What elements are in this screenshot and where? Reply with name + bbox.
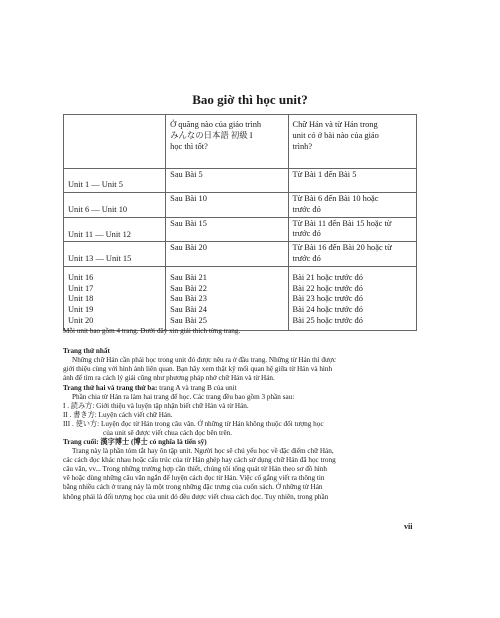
header-line: Chữ Hán và từ Hán trong (292, 120, 378, 129)
cell-line: trước đó (292, 253, 321, 263)
cell-where (288, 169, 416, 193)
body-line: giới thiệu cùng với hình ảnh liên quan. Bạn hãy xem thật kỹ mối quan hệ giữa từ Hán và hình (63, 365, 333, 374)
cell-line: Từ Bài 6 đến Bài 10 hoặc (292, 194, 379, 203)
cell-when-group (166, 266, 288, 330)
part-label: 読み方 (70, 401, 93, 410)
body-line: bằng nhiều cách ở trang này là một trong những đặc trưng của cuốn sách. Ở những từ Hán (63, 483, 323, 492)
part-item (63, 411, 419, 420)
cell-line: Từ Bài 11 đến Bài 15 hoặc từ (292, 218, 392, 228)
cell-line: Từ Bài 1 đến Bài 5 (292, 170, 357, 179)
intro-paragraph: Mỗi unit bao gồm 4 trang. Dưới đây xin giải thích từng trang. (63, 327, 241, 335)
header-line: みんなの日本語 初級 I (170, 130, 253, 140)
cell-line: Sau Bài 24 (170, 305, 207, 315)
section-last-page (63, 438, 419, 502)
cell-line: Unit 19 (68, 305, 94, 315)
table-row (64, 217, 417, 242)
cell-line: trước đó (292, 229, 321, 239)
section-heading: Trang cuối: (63, 438, 99, 446)
header-line: trình? (292, 141, 313, 151)
cell-when: Sau Bài 15 (166, 217, 288, 242)
header-line: unit có ở bài nào của giáo (292, 130, 379, 140)
cell-when: Sau Bài 5 (166, 169, 288, 193)
cell-line: trước đó (292, 204, 321, 214)
section-first-page (63, 347, 419, 383)
section-heading-line (63, 438, 419, 447)
part-text: : Giới thiệu và luyện tập nhận biết chữ Hán và từ Hán. (92, 401, 249, 410)
header-line: học thì tốt? (170, 141, 208, 151)
cell-where (288, 242, 416, 267)
section-heading: Trang thứ hai và trang thứ ba: (63, 383, 158, 392)
cell-line: Unit 18 (68, 294, 94, 304)
cell-line: Từ Bài 16 đến Bài 20 hoặc từ (292, 243, 392, 253)
body-line: Trang này là phần tóm tắt hay ôn tập unit. Người học sẽ chú yếu học về đặc điểm chữ Hán, (72, 447, 334, 456)
body-line: các cách đọc khác nhau hoặc cấu trúc của từ Hán ghép hay cách sử dụng chữ Hán đã học trong (63, 456, 336, 465)
part-item (63, 420, 419, 429)
table-row (64, 193, 417, 218)
table-row (64, 266, 417, 330)
table-header-row (64, 115, 417, 169)
cell-unit: Unit 13 — Unit 15 (64, 242, 166, 267)
cell-line: Bài 25 hoặc trước đó (292, 315, 363, 325)
body-line: vẽ hoặc dùng những câu văn ngắn để luyện cách đọc từ Hán. Việc cố gắng viết ra thông tin (63, 474, 325, 483)
header-cell-when (166, 115, 288, 169)
table-row (64, 242, 417, 267)
cell-line: Bài 24 hoặc trước đó (292, 305, 363, 315)
part-text: : Luyện cách viết chữ Hán. (94, 410, 173, 419)
cell-line: Unit 16 (68, 272, 94, 282)
section-heading-line (63, 384, 419, 393)
cell-line: Sau Bài 23 (170, 294, 207, 304)
cell-unit: Unit 6 — Unit 10 (64, 193, 166, 218)
part-number: III . (63, 419, 74, 428)
body-line: ảnh để tìm ra cách lý giải cũng như phương pháp nhớ chữ Hán và từ Hán. (63, 374, 275, 383)
body-line: Những chữ Hán cần phải học trong unit đó được nêu ra ở đầu trang. Những từ Hán thì được (72, 356, 336, 365)
cell-units-group (64, 266, 166, 330)
header-line: Ở quãng nào của giáo trình (170, 120, 262, 129)
unit-schedule-table (63, 114, 417, 331)
cell-unit: Unit 1 — Unit 5 (64, 169, 166, 193)
page-number: vii (404, 522, 413, 531)
cell-line: Bài 23 hoặc trước đó (292, 294, 363, 304)
cell-line: Bài 21 hoặc trước đó (292, 272, 363, 282)
section-second-third (63, 384, 419, 439)
cell-where-group (288, 266, 416, 330)
header-cell-where (288, 115, 416, 169)
cell-line: Sau Bài 25 (170, 315, 207, 325)
section-heading-rest: 漢字博士 (博士 có nghĩa là tiến sỹ) (98, 438, 207, 446)
header-cell-unit (64, 115, 166, 169)
cell-line: Bài 22 hoặc trước đó (292, 283, 363, 293)
part-label: 使い方 (75, 419, 98, 428)
section-heading-rest: trang A và trang B của unit (157, 383, 237, 392)
part-item (63, 402, 419, 411)
part-label: 書き方 (73, 410, 95, 419)
cell-when: Sau Bài 10 (166, 193, 288, 218)
cell-line: Sau Bài 22 (170, 283, 207, 293)
table-row (64, 169, 417, 193)
cell-line: Unit 20 (68, 315, 94, 325)
body-line: không phải là đối tượng học của unit đó đều được viết chua cách đọc. Tuy nhiên, trong phần (63, 492, 329, 501)
cell-where (288, 193, 416, 218)
cell-unit: Unit 11 — Unit 12 (64, 217, 166, 242)
page-title: Bao giờ thì học unit? (192, 92, 308, 107)
body-line: Phần chia từ Hán ra làm hai trang để học. Các trang đều bao gồm 3 phần sau: (72, 392, 295, 401)
cell-line: Unit 17 (68, 283, 94, 293)
section-heading: Trang thứ nhất (63, 347, 110, 355)
cell-when: Sau Bài 20 (166, 242, 288, 267)
cell-where (288, 217, 416, 242)
cell-line: Sau Bài 21 (170, 272, 207, 282)
body-line: của unit sẽ được viết chua cách đọc bên trên. (103, 428, 233, 437)
part-text: : Luyện đọc từ Hán trong câu văn. Ở những từ Hán không thuộc đối tượng học (97, 419, 324, 428)
part-number: II . (63, 410, 72, 419)
part-number: I . (63, 401, 69, 410)
body-line: câu văn, vv... Trong những trường hợp cần thiết, chúng tôi tổng quát từ Hán theo sơ đồ hình (63, 465, 327, 474)
